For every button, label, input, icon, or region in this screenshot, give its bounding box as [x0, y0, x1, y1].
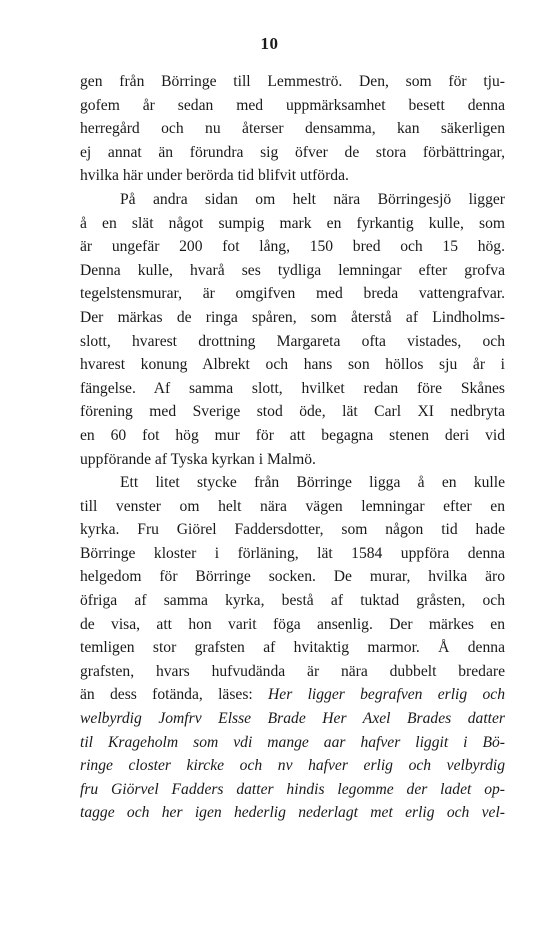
text-line: temligen stor grafsten af hvitaktig marmor. Å denna: [80, 639, 505, 657]
text-line: hvarest konung Albrekt och hans son höllos sju år i: [80, 356, 505, 374]
text-line: tegelstensmurar, är omgifven med breda vattengrafvar.: [80, 285, 505, 303]
text-line: till venster om helt nära vägen lemningar efter en: [80, 497, 505, 515]
text-line: gofem år sedan med uppmärksamhet besett denna: [80, 96, 505, 114]
body-text: [80, 70, 505, 825]
text-line: slott, hvarest drottning Margareta ofta vistades, och: [80, 332, 505, 350]
text-line-with-inscription: [80, 683, 505, 707]
text-line: uppförande af Tyska kyrkan i Malmö.: [80, 450, 316, 468]
text-line: Denna kulle, hvarå ses tydliga lemningar efter grofva: [80, 261, 505, 279]
text-line: herregård och nu återser densamma, kan säkerligen: [80, 120, 505, 138]
inscription-line: welbyrdig Jomfrv Elsse Brade Her Axel Brades datter: [80, 710, 505, 728]
page-number: 10: [260, 34, 279, 53]
text-line: grafsten, hvars hufvudända är nära dubbelt bredare: [80, 662, 505, 680]
inscription-line: fru Giörvel Fadders datter hindis legomme der ladet op-: [80, 780, 505, 798]
text-segment: än dess fotända, läses:: [80, 686, 253, 704]
paragraph-start-line: På andra sidan om helt nära Börringesjö ligger: [120, 190, 505, 208]
inscription-text: Her ligger begrafven erlig och: [268, 686, 505, 704]
inscription-line: ringe closter kircke och nv hafver erlig och velbyrdig: [80, 757, 505, 775]
text-line: helgedom för Börringe socken. De murar, hvilka äro: [80, 568, 505, 586]
text-line: förening med Sverige stod öde, lät Carl XI nedbryta: [80, 403, 505, 421]
text-line: Börringe kloster i förläning, lät 1584 uppföra denna: [80, 544, 505, 562]
text-line: fängelse. Af samma slott, hvilket redan före Skånes: [80, 379, 505, 397]
text-line: å en slät något sumpig mark en fyrkantig kulle, som: [80, 214, 505, 232]
text-line: en 60 fot hög mur för att begagna stenen deri vid: [80, 426, 505, 444]
text-line: de visa, att hon varit föga ansenlig. Der märkes en: [80, 615, 505, 633]
text-line: kyrka. Fru Giörel Faddersdotter, som någon tid hade: [80, 521, 505, 539]
inscription-line: tagge och her igen hederlig nederlagt met erlig och vel-: [80, 804, 505, 822]
text-line: hvilka här under berörda tid blifvit utförda.: [80, 167, 349, 185]
text-line: är ungefär 200 fot lång, 150 bred och 15 hög.: [80, 238, 505, 256]
text-line: Der märkas de ringa spåren, som återstå af Lindholms-: [80, 308, 505, 326]
text-line: ej annat än förundra sig öfver de stora förbättringar,: [80, 143, 505, 161]
paragraph-start-line: Ett litet stycke från Börringe ligga å en kulle: [120, 474, 505, 492]
text-line: öfriga af samma kyrka, bestå af tuktad gråsten, och: [80, 592, 505, 610]
inscription-line: til Krageholm som vdi mange aar hafver liggit i Bö-: [80, 733, 505, 751]
text-line: gen från Börringe till Lemmeströ. Den, som för tju-: [80, 73, 505, 90]
